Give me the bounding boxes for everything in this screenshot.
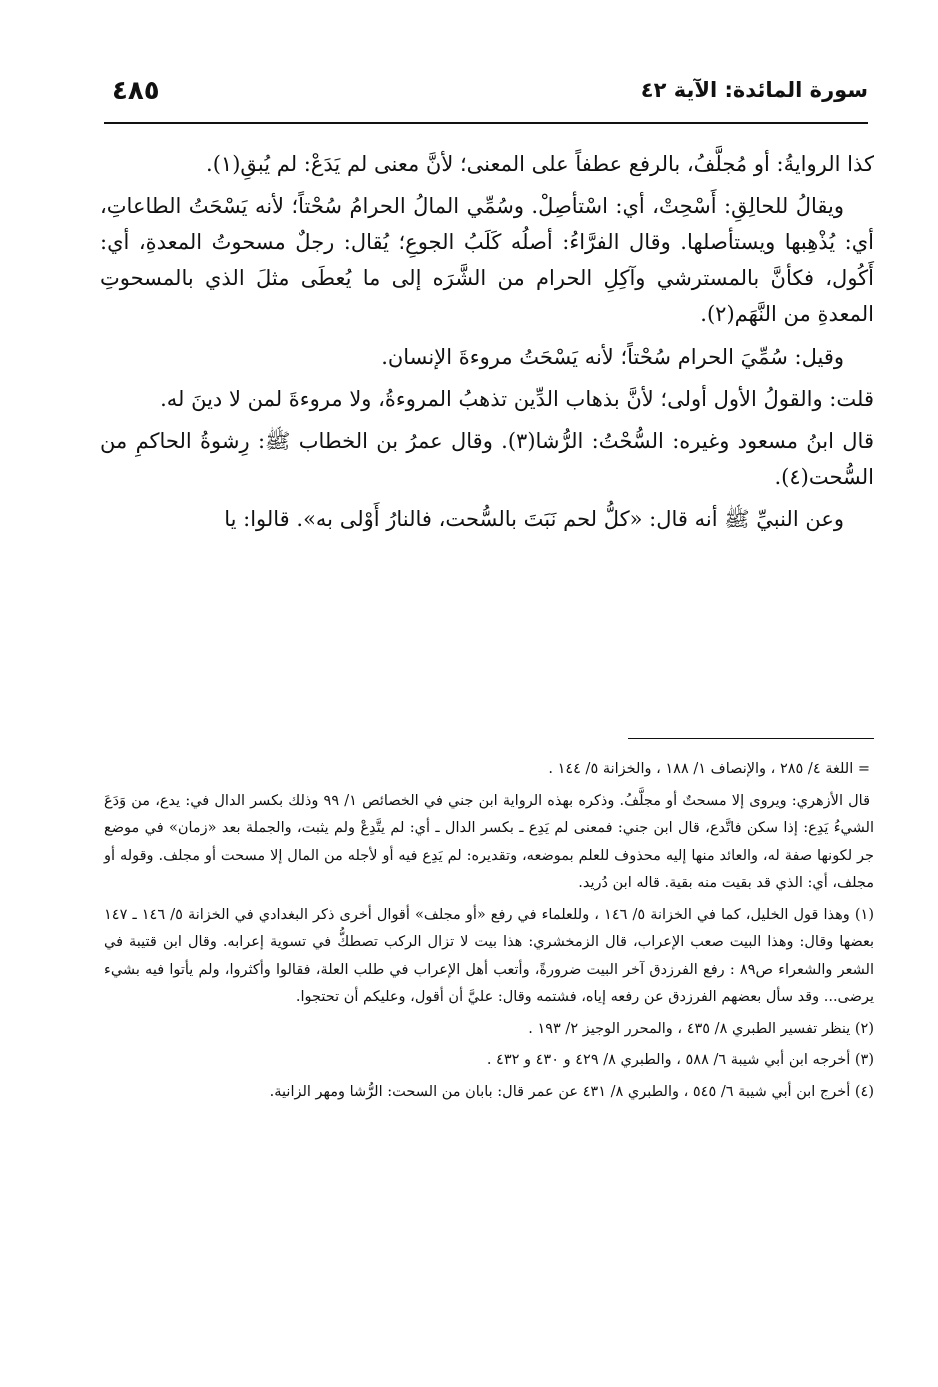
footnote-continuation-azhari: قال الأزهري: ويروى إلا مسحتٌ أو مجلَّفُ. وذكره بهذه الرواية ابن جني في الخصائص ١/ ٩٩ وذلك بكسر الدال في: يدع، من وَدَعَ الشيءُ يَدِع: إذا سكن فاتَّدع، قال ابن جني: فمعنى لم يَدِع ـ بكسر الدال ـ أي: لم يتَّدِعْ ولم يثبت، والجملة بعد «زمان» في موضع جر لكونها صفة له، والعائد منها إليه محذوف للعلم بموضعه، وتقديره: لم يَدِع فيه أو لأجله من المال إلا مسحت أو مجلف. وقوله أو مجلف، أي: الذي قد بقيت منه بقية. قاله ابن دُريد. xyxy=(104,792,874,892)
footnotes xyxy=(104,756,874,1111)
footnote-2: (٢) ينظر تفسير الطبري ٨/ ٤٣٥ ، والمحرر الوجيز ٢/ ١٩٣ . xyxy=(528,1020,874,1037)
footnote-1: (١) وهذا قول الخليل، كما في الخزانة ٥/ ١٤٦ ، وللعلماء في رفع «أو مجلف» أقوال أخرى ذكر البغدادي في الخزانة ٥/ ١٤٦ ـ ١٤٧ بعضها وقال: وهذا البيت صعب الإعراب، قال الزمخشري: هذا بيت لا تزال الركب تصطكُّ في تسوية إعرابه. وقال ابن قتيبة في الشعر والشعراء ص٨٩ : رفع الفرزدق آخر البيت ضرورةً، وأتعب أهل الإعراب في طلب العلة، فقالوا وأكثروا، ولم يأتوا فيه بشيء يرضى... وقد سأل بعضهم الفرزدق عن رفعه إياه، فشتمه وقال: عليَّ أن أقول، وعليكم أن تحتجوا. xyxy=(104,906,874,1006)
paragraph-ibn-masud: قال ابنُ مسعود وغيره: السُّحْتُ: الرُّشا(٣). وقال عمرُ بن الخطاب ﷺ: رِشوةُ الحاكمِ من السُّحت(٤). xyxy=(100,428,874,489)
footnote-rule xyxy=(628,738,874,739)
running-title: سورة المائدة: الآية ٤٢ xyxy=(640,78,868,102)
page-number: ٤٨٥ xyxy=(112,76,160,106)
paragraph-qila: وقيل: سُمِّيَ الحرام سُحْتاً؛ لأنه يَسْحَتُ مروءةَ الإنسان. xyxy=(381,344,844,369)
paragraph-hadith: وعن النبيِّ ﷺ أنه قال: «كلُّ لحم نَبَتَ بالسُّحت، فالنارُ أَوْلى به». قالوا: يا xyxy=(224,506,844,531)
paragraph-suht-definition: ويقالُ للحالِقِ: أَسْحِتْ، أي: اسْتأصِلْ. وسُمِّي المالُ الحرامُ سُحْتاً؛ لأنه يَسْحَتُ الطاعاتِ، أي: يُذْهِبها ويستأصلها. وقال الفرَّاءُ: أصلُه كَلَبُ الجوعِ؛ يُقال: رجلٌ مسحوتُ المعدةِ، أي: أَكُول، فكأنَّ بالمسترشي وآكِلِ الحرام من الشَّرَه إلى ما يُعطَى مثلَ الذي بالمسحوتِ المعدةِ من النَّهَم(٢). xyxy=(100,194,874,327)
header-rule xyxy=(104,122,868,124)
main-text xyxy=(100,146,874,543)
footnote-4: (٤) أخرج ابن أبي شيبة ٦/ ٥٤٥ ، والطبري ٨/ ٤٣١ عن عمر قال: بابان من السحت: الرُّشا ومهر الزانية. xyxy=(269,1084,874,1101)
paragraph-riwaya: كذا الروايةُ: أو مُجلَّفُ، بالرفع عطفاً على المعنى؛ لأنَّ معنى لم يَدَعْ: لم يُبقِ(١). xyxy=(206,152,874,176)
paragraph-qultu: قلت: والقولُ الأول أولى؛ لأنَّ بذهاب الدِّين تذهبُ المروءةُ، ولا مروءةَ لمن لا دينَ له. xyxy=(160,386,874,411)
footnote-continuation: = اللغة ٤/ ٢٨٥ ، والإنصاف ١/ ١٨٨ ، والخزانة ٥/ ١٤٤ . xyxy=(548,761,870,777)
page-header xyxy=(104,72,868,116)
footnote-3: (٣) أخرجه ابن أبي شيبة ٦/ ٥٨٨ ، والطبري ٨/ ٤٢٩ و ٤٣٠ و ٤٣٢ . xyxy=(486,1052,874,1069)
